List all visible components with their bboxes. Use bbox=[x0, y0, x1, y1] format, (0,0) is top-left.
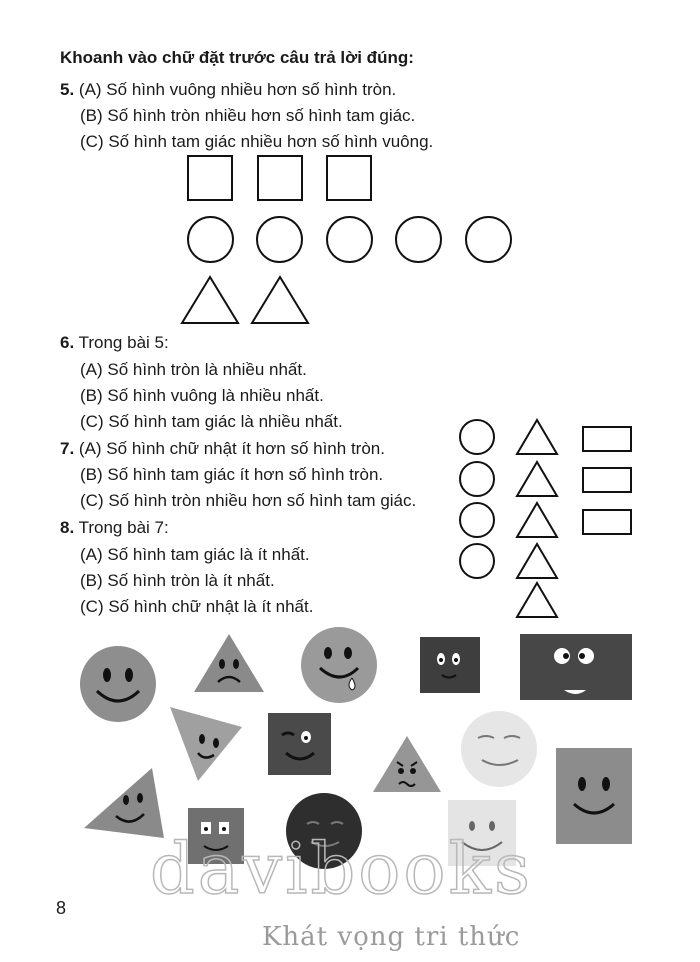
option-7b[interactable]: (B) Số hình tam giác ít hơn số hình tròn. bbox=[80, 465, 384, 484]
circle-shape bbox=[395, 216, 442, 263]
smiley-square-icon bbox=[556, 748, 632, 844]
smiley-circle-icon bbox=[79, 645, 157, 723]
triangle-shape bbox=[250, 275, 310, 325]
triangle-shape bbox=[180, 275, 240, 325]
option-5a[interactable]: (A) Số hình vuông nhiều hơn số hình tròn. bbox=[78, 80, 397, 99]
smiley-circle-icon bbox=[460, 710, 538, 788]
question-number: 7. bbox=[60, 439, 75, 458]
circle-shape bbox=[256, 216, 303, 263]
option-8c[interactable]: (C) Số hình chữ nhật là ít nhất. bbox=[80, 597, 314, 616]
circle-shape bbox=[459, 461, 495, 497]
option-5c[interactable]: (C) Số hình tam giác nhiều hơn số hình vuông. bbox=[80, 132, 434, 151]
rectangle-shape bbox=[582, 509, 632, 535]
circle-shape bbox=[459, 419, 495, 455]
question-number: 5. bbox=[60, 80, 75, 99]
option-6a[interactable]: (A) Số hình tròn là nhiều nhất. bbox=[80, 360, 307, 379]
question-stem: Trong bài 5: bbox=[78, 333, 169, 352]
instruction-heading: Khoanh vào chữ đặt trước câu trả lời đúng: bbox=[60, 48, 414, 67]
option-8a[interactable]: (A) Số hình tam giác là ít nhất. bbox=[80, 545, 310, 564]
square-shape bbox=[257, 155, 303, 201]
option-6b[interactable]: (B) Số hình vuông là nhiều nhất. bbox=[80, 386, 324, 405]
winking-square-icon bbox=[268, 713, 331, 775]
watermark-slogan: Khát vọng tri thức bbox=[262, 922, 521, 952]
option-7a[interactable]: (A) Số hình chữ nhật ít hơn số hình tròn. bbox=[78, 439, 385, 458]
question-stem: Trong bài 7: bbox=[78, 518, 169, 537]
rectangle-shape bbox=[582, 467, 632, 493]
watermark-brand: davibooks bbox=[150, 828, 533, 910]
option-7c[interactable]: (C) Số hình tròn nhiều hơn số hình tam giác. bbox=[80, 491, 417, 510]
question-6 bbox=[60, 333, 169, 353]
triangle-shape bbox=[515, 460, 559, 498]
rectangle-shape bbox=[582, 426, 632, 452]
circle-shape bbox=[465, 216, 512, 263]
smiley-triangle-icon bbox=[168, 705, 244, 783]
question-number: 8. bbox=[60, 518, 75, 537]
square-shape bbox=[187, 155, 233, 201]
question-8 bbox=[60, 518, 169, 538]
option-8b[interactable]: (B) Số hình tròn là ít nhất. bbox=[80, 571, 275, 590]
triangle-shape bbox=[515, 581, 559, 619]
smiley-rectangle-icon bbox=[520, 634, 632, 700]
smiley-square-icon bbox=[420, 637, 480, 693]
circle-shape bbox=[459, 543, 495, 579]
option-6c[interactable]: (C) Số hình tam giác là nhiều nhất. bbox=[80, 412, 343, 431]
option-5b[interactable]: (B) Số hình tròn nhiều hơn số hình tam giác. bbox=[80, 106, 416, 125]
angry-triangle-icon bbox=[371, 734, 443, 794]
triangle-shape bbox=[515, 542, 559, 580]
triangle-shape bbox=[515, 501, 559, 539]
question-number: 6. bbox=[60, 333, 75, 352]
circle-shape bbox=[459, 502, 495, 538]
circle-shape bbox=[326, 216, 373, 263]
square-shape bbox=[326, 155, 372, 201]
sad-triangle-icon bbox=[192, 632, 266, 694]
triangle-shape bbox=[515, 418, 559, 456]
question-5 bbox=[60, 80, 396, 100]
circle-shape bbox=[187, 216, 234, 263]
smiley-circle-icon bbox=[300, 626, 378, 704]
page-number: 8 bbox=[56, 898, 67, 918]
question-7 bbox=[60, 439, 385, 459]
